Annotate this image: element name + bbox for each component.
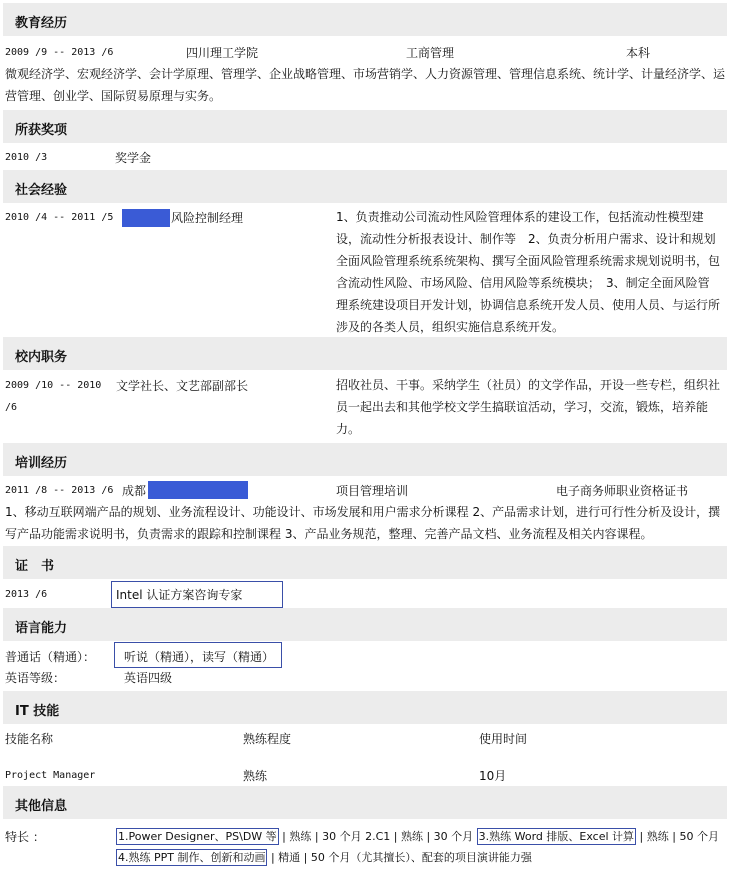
it-header-level: 熟练程度 — [243, 732, 292, 746]
it-header-time: 使用时间 — [479, 732, 528, 746]
section-title: 校内职务 — [15, 350, 68, 365]
redaction — [148, 481, 248, 499]
section-header-awards — [3, 110, 727, 143]
language-label-mandarin: 普通话（精通）： — [5, 650, 96, 664]
award-date: 2010 /3 — [5, 152, 48, 163]
section-title: 其他信息 — [15, 799, 68, 814]
section-title: 语言能力 — [15, 621, 68, 636]
campus-date-end: /6 — [5, 402, 18, 413]
social-description: 1、负责推动公司流动性风险管理体系的建设工作，包括流动性模型建设，流动性分析报表设计、制作等 2、负责分析用户需求、设计和规划全面风险管理系统系统架构、撰写全面风险管理系统需求规划说明书，包含流动性风险、市场风险、信用风险等系统模块； 3、制定全面风险管理系统建设项目开发计划，协调信息系统开发人员、使用人员、与运行所涉及的各类人员，组织实施信息系统开发。 — [336, 210, 721, 334]
training-course: 项目管理培训 — [336, 484, 409, 498]
section-header-education — [3, 3, 727, 36]
campus-position: 文学社长、文艺部副部长 — [116, 379, 249, 393]
section-header-social — [3, 170, 727, 203]
section-title: 培训经历 — [15, 456, 68, 471]
it-skill-name: Project Manager — [5, 770, 96, 781]
cert-name: Intel 认证方案咨询专家 — [116, 588, 243, 602]
other-text: | 熟练 | — [636, 830, 676, 843]
education-date: 2009 /9 -- 2013 /6 — [5, 47, 114, 58]
cert-date: 2013 /6 — [5, 589, 48, 600]
section-header-campus — [3, 337, 727, 370]
section-title: 证 书 — [15, 559, 55, 574]
education-courses: 微观经济学、宏观经济学、会计学原理、管理学、企业战略管理、市场营销学、人力资源管理、管理信息系统、统计学、计量经济学、运营管理、创业学、国际贸易原理与实务。 — [5, 67, 726, 103]
highlight-box: 1.Power Designer、PS\DW 等 — [118, 830, 277, 843]
campus-date: 2009 /10 -- 2010 — [5, 380, 102, 391]
campus-description: 招收社员、干事。采纳学生（社员）的文学作品，开设一些专栏，组织社员一起出去和其他学校文学生搞联谊活动，学习，交流，锻炼，培养能力。 — [336, 378, 721, 436]
award-name: 奖学金 — [115, 151, 152, 165]
highlight-box: 4.熟练 PPT 制作、创新和动画 — [118, 851, 266, 864]
other-text: | 熟练 | 30 个月 2.C1 | 熟练 | 30 个月 — [278, 830, 477, 843]
section-header-language — [3, 608, 727, 641]
it-skill-level: 熟练 — [243, 769, 268, 783]
training-place: 成都 — [122, 484, 147, 498]
language-value-english: 英语四级 — [124, 671, 173, 685]
section-title: 教育经历 — [15, 16, 68, 31]
training-description: 1、移动互联网端产品的规划、业务流程设计、功能设计、市场发展和用户需求分析课程 2、产品需求计划，进行可行性分析及设计，撰写产品功能需求说明书，负责需求的跟踪和控制课程 3、产品业务规范，整理、完善产品文档、业务流程及相关内容课程。 — [5, 505, 721, 541]
it-header-name: 技能名称 — [5, 732, 54, 746]
section-header-other — [3, 786, 727, 819]
it-skill-time: 10月 — [479, 769, 507, 783]
language-label-english: 英语等级： — [5, 671, 66, 685]
section-header-training — [3, 443, 727, 476]
section-header-cert — [3, 546, 727, 579]
other-label: 特长 ： — [5, 830, 45, 844]
social-date: 2010 /4 -- 2011 /5 — [5, 212, 114, 223]
social-position: 风险控制经理 — [171, 211, 244, 225]
redaction — [122, 209, 170, 227]
language-value-mandarin: 听说（精通），读写（精通） — [124, 650, 275, 664]
highlight-box: 3.熟练 Word 排版、Excel 计算 — [478, 830, 635, 843]
section-title: 所获奖项 — [15, 123, 68, 138]
training-certificate: 电子商务师职业资格证书 — [556, 484, 689, 498]
section-title: IT 技能 — [15, 704, 60, 719]
section-header-it — [3, 691, 727, 724]
education-major: 工商管理 — [406, 46, 455, 60]
other-specialties — [116, 826, 724, 868]
section-title: 社会经验 — [15, 183, 68, 198]
training-date: 2011 /8 -- 2013 /6 — [5, 485, 114, 496]
education-school: 四川理工学院 — [186, 46, 259, 60]
other-text: | 精通 | 50 个月（尤其擅长）、配套的项目演讲能力强 — [267, 851, 532, 864]
education-degree: 本科 — [626, 46, 651, 60]
other-text: 50 个月 — [679, 830, 719, 843]
